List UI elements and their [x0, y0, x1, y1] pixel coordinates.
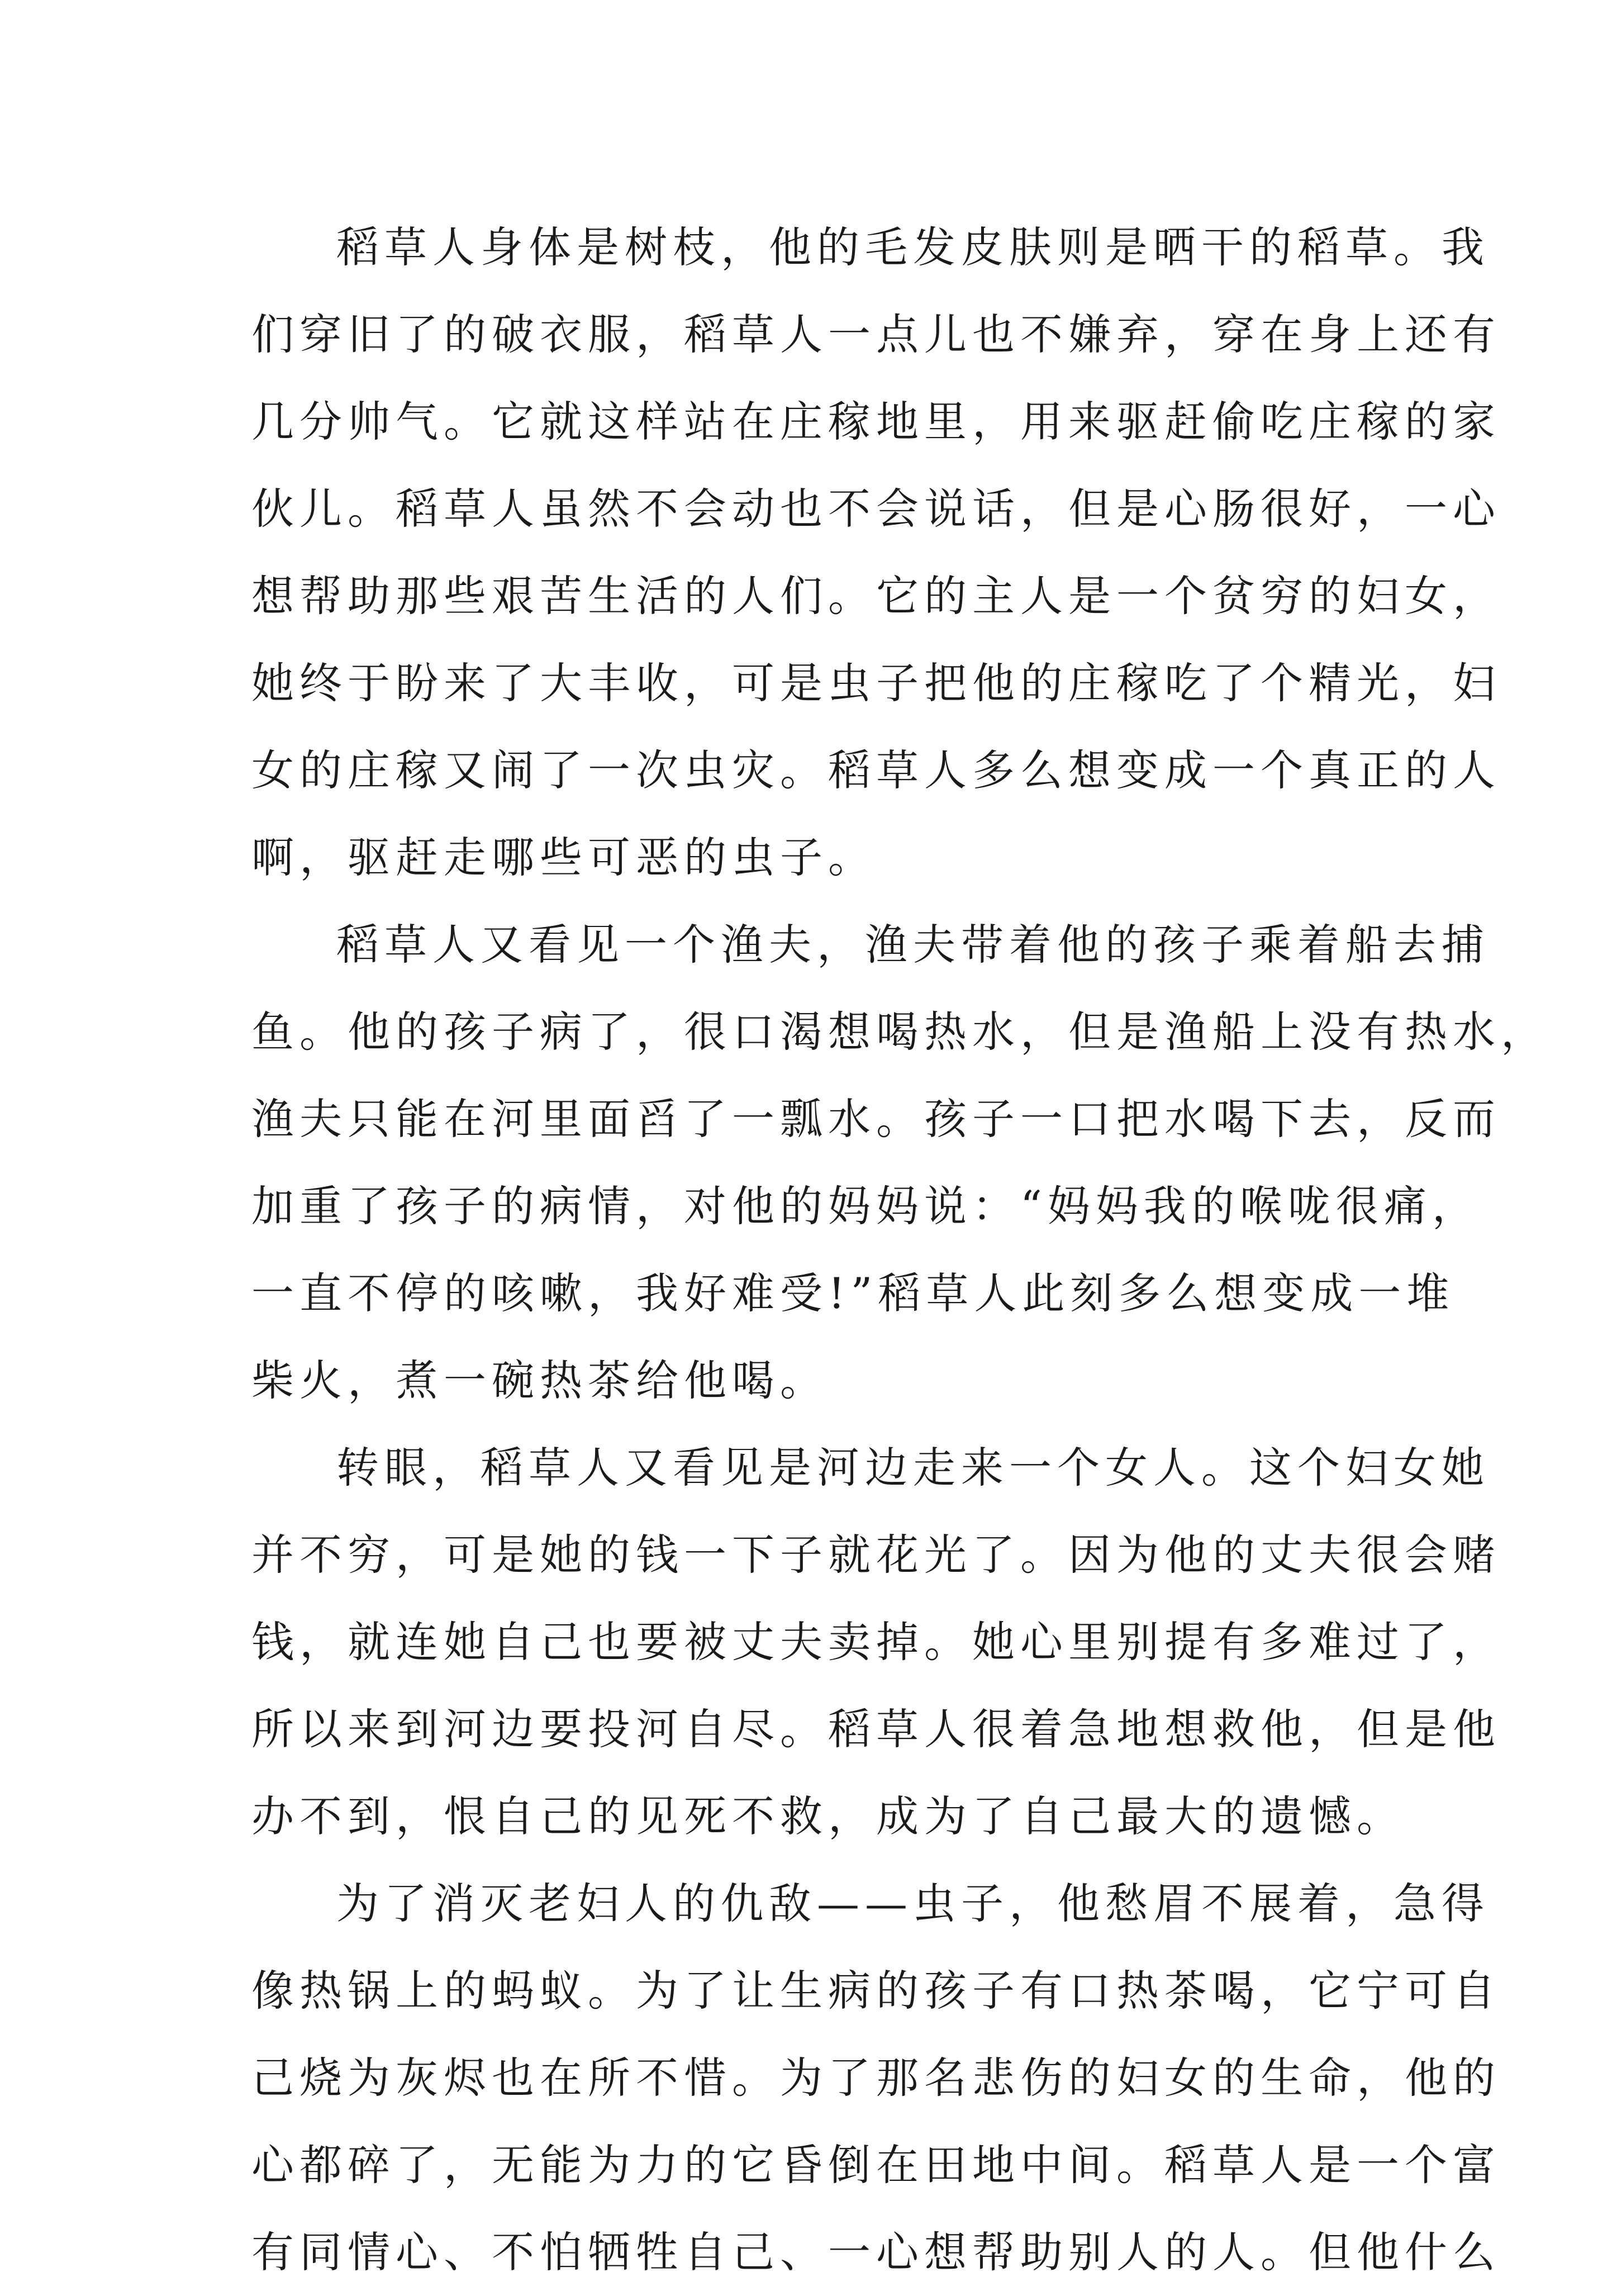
text-line: 像热锅上的蚂蚁。为了让生病的孩子有口热茶喝，它宁可自: [251, 1966, 1501, 2015]
paragraph-1: [251, 204, 1501, 901]
text-line: 啊，驱赶走哪些可恶的虫子。: [251, 833, 876, 882]
text-line: 转眼，稻草人又看见是河边走来一个女人。这个妇女她: [336, 1443, 1490, 1492]
text-line: 柴火，煮一碗热茶给他喝。: [251, 1356, 828, 1405]
text-line: 有同情心、不怕牺牲自己、一心想帮助别人的人。但他什么: [251, 2227, 1501, 2277]
text-line: 所以来到河边要投河自尽。稻草人很着急地想救他，但是他: [251, 1704, 1501, 1754]
text-line: 几分帅气。它就这样站在庄稼地里，用来驱赶偷吃庄稼的家: [251, 397, 1501, 446]
text-line: 她终于盼来了大丰收，可是虫子把他的庄稼吃了个精光，妇: [251, 658, 1501, 708]
text-line: 并不穷，可是她的钱一下子就花光了。因为他的丈夫很会赌: [251, 1530, 1501, 1580]
text-line: 钱，就连她自己也要被丈夫卖掉。她心里别提有多难过了，: [251, 1617, 1501, 1667]
text-line: 伙儿。稻草人虽然不会动也不会说话，但是心肠很好，一心: [251, 484, 1501, 534]
text-line: 加重了孩子的病情，对他的妈妈说：“妈妈我的喉咙很痛，: [251, 1181, 1480, 1231]
document-body: [251, 204, 1549, 2296]
text-line: 心都碎了，无能为力的它昏倒在田地中间。稻草人是一个富: [251, 2140, 1501, 2190]
text-line: 办不到，恨自己的见死不救，成为了自己最大的遗憾。: [251, 1791, 1405, 1841]
paragraph-2: [251, 901, 1549, 1424]
paragraph-3: [251, 1424, 1501, 1860]
paragraph-4: [251, 1860, 1501, 2296]
text-line: 己烧为灰烬也在所不惜。为了那名悲伤的妇女的生命，他的: [251, 2053, 1501, 2103]
text-line: 想帮助那些艰苦生活的人们。它的主人是一个贫穷的妇女，: [251, 571, 1501, 621]
text-line: 一直不停的咳嗽，我好难受!”稻草人此刻多么想变成一堆: [251, 1268, 1455, 1318]
text-line: 稻草人又看见一个渔夫，渔夫带着他的孩子乘着船去捕: [336, 920, 1490, 969]
text-line: 们穿旧了的破衣服，稻草人一点儿也不嫌弃，穿在身上还有: [251, 310, 1501, 359]
text-line: 为了消灭老妇人的仇敌——虫子，他愁眉不展着，急得: [336, 1879, 1490, 1928]
text-line: 稻草人身体是树枝，他的毛发皮肤则是晒干的稻草。我: [336, 222, 1490, 272]
text-line: 女的庄稼又闹了一次虫灾。稻草人多么想变成一个真正的人: [251, 745, 1501, 795]
text-line: 鱼。他的孩子病了，很口渴想喝热水，但是渔船上没有热水，: [251, 1007, 1549, 1057]
text-line: 渔夫只能在河里面舀了一瓢水。孩子一口把水喝下去，反而: [251, 1094, 1501, 1144]
